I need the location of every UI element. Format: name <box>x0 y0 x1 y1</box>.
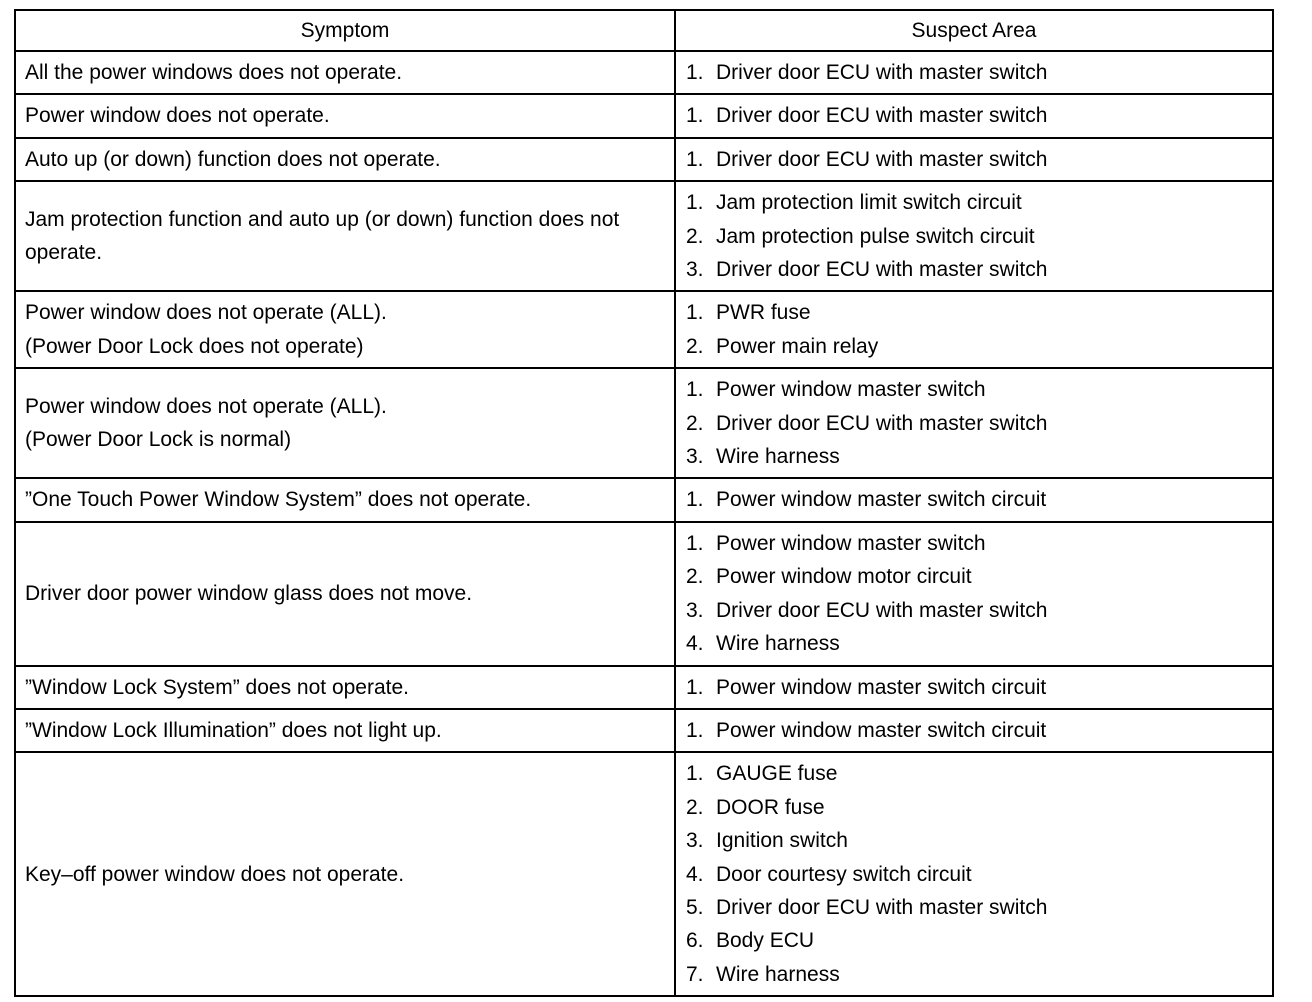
suspect-item-number: 3. <box>686 445 704 469</box>
suspect-item <box>686 99 1263 132</box>
suspect-item-text: Power window master switch <box>716 531 986 555</box>
suspect-item-text: Driver door ECU with master switch <box>716 61 1048 84</box>
suspect-list <box>686 143 1263 176</box>
suspect-list <box>686 186 1263 286</box>
suspect-item-text: Jam protection limit switch circuit <box>716 191 1022 215</box>
suspect-item <box>686 924 1263 957</box>
suspect-item-number: 2. <box>686 565 704 589</box>
suspect-item <box>686 330 1263 363</box>
suspect-item <box>686 757 1263 790</box>
suspect-item-text: Wire harness <box>716 962 840 986</box>
suspect-item <box>686 253 1263 286</box>
suspect-item-text: Power window master switch circuit <box>716 675 1047 699</box>
suspect-item-text: Driver door ECU with master switch <box>716 895 1048 919</box>
table-row <box>15 291 1273 368</box>
suspect-list <box>686 56 1263 89</box>
suspect-item-number: 1. <box>686 488 704 512</box>
suspect-item-number: 3. <box>686 258 704 282</box>
suspect-item-number: 1. <box>686 762 704 786</box>
suspect-item-number: 2. <box>686 224 704 248</box>
suspect-area-cell <box>675 51 1273 94</box>
suspect-item-number: 6. <box>686 929 704 953</box>
suspect-item-text: Ignition switch <box>716 829 848 853</box>
suspect-item <box>686 407 1263 440</box>
suspect-item-number: 1. <box>686 718 704 742</box>
suspect-list <box>686 671 1263 704</box>
table-row <box>15 181 1273 291</box>
suspect-area-header: Suspect Area <box>675 10 1273 51</box>
header-row <box>15 10 1273 51</box>
suspect-item-text: Driver door ECU with master switch <box>716 258 1048 282</box>
symptom-cell <box>15 94 675 137</box>
symptom-cell <box>15 752 675 996</box>
table-row <box>15 752 1273 996</box>
suspect-item <box>686 56 1263 89</box>
suspect-item <box>686 791 1263 824</box>
suspect-item-text: Driver door ECU with master switch <box>716 147 1048 171</box>
suspect-item-text: Wire harness <box>716 445 840 469</box>
symptom-text: ”Window Lock Illumination” does not light up. <box>25 718 442 742</box>
suspect-list <box>686 714 1263 747</box>
suspect-item <box>686 891 1263 924</box>
suspect-item-text: Power main relay <box>716 334 879 358</box>
symptom-text: Power window does not operate (ALL). <box>25 394 387 418</box>
suspect-item <box>686 296 1263 329</box>
suspect-item-text: GAUGE fuse <box>716 762 838 786</box>
suspect-item-number: 3. <box>686 598 704 622</box>
suspect-item-text: Jam protection pulse switch circuit <box>716 224 1035 248</box>
suspect-item-text: Driver door ECU with master switch <box>716 411 1048 435</box>
suspect-item-number: 2. <box>686 795 704 819</box>
suspect-item <box>686 671 1263 704</box>
symptom-cell <box>15 478 675 521</box>
symptom-cell <box>15 368 675 478</box>
suspect-item <box>686 714 1263 747</box>
symptom-text: Key–off power window does not operate. <box>25 862 405 886</box>
table-row <box>15 522 1273 666</box>
table-body <box>15 51 1273 996</box>
symptom-cell <box>15 291 675 368</box>
suspect-item <box>686 186 1263 219</box>
troubleshooting-table <box>14 9 1274 997</box>
suspect-item-number: 5. <box>686 895 704 919</box>
suspect-area-cell <box>675 752 1273 996</box>
suspect-item-number: 1. <box>686 301 704 325</box>
symptom-text: Power window does not operate (ALL). <box>25 301 387 325</box>
suspect-area-cell <box>675 368 1273 478</box>
symptom-text: Driver door power window glass does not move. <box>25 581 473 605</box>
suspect-item-text: Wire harness <box>716 632 840 656</box>
suspect-area-cell <box>675 666 1273 709</box>
symptom-cell <box>15 709 675 752</box>
suspect-list <box>686 99 1263 132</box>
symptom-cell <box>15 138 675 181</box>
suspect-item <box>686 594 1263 627</box>
suspect-item-text: Driver door ECU with master switch <box>716 104 1048 128</box>
symptom-text: ”Window Lock System” does not operate. <box>25 675 410 699</box>
table-row <box>15 138 1273 181</box>
suspect-item-number: 2. <box>686 411 704 435</box>
suspect-list <box>686 296 1263 363</box>
suspect-item <box>686 858 1263 891</box>
suspect-item <box>686 627 1263 660</box>
table-row <box>15 368 1273 478</box>
symptom-cell <box>15 51 675 94</box>
suspect-item-text: DOOR fuse <box>716 795 825 819</box>
symptom-text: Jam protection function and auto up (or down) function does not operate. <box>25 207 620 265</box>
symptom-text: (Power Door Lock is normal) <box>25 428 292 452</box>
table-row <box>15 51 1273 94</box>
symptom-cell <box>15 522 675 666</box>
suspect-area-cell <box>675 138 1273 181</box>
suspect-area-cell <box>675 181 1273 291</box>
suspect-item-text: Body ECU <box>716 929 815 953</box>
suspect-item-number: 1. <box>686 104 704 128</box>
symptom-text: Auto up (or down) function does not operate. <box>25 147 441 171</box>
suspect-area-cell <box>675 478 1273 521</box>
suspect-item-number: 3. <box>686 829 704 853</box>
symptom-text: All the power windows does not operate. <box>25 61 403 84</box>
suspect-item-number: 7. <box>686 962 704 986</box>
suspect-item-text: Door courtesy switch circuit <box>716 862 972 886</box>
suspect-item-number: 4. <box>686 862 704 886</box>
suspect-item-number: 1. <box>686 675 704 699</box>
suspect-item-text: Power window master switch circuit <box>716 718 1047 742</box>
suspect-list <box>686 373 1263 473</box>
suspect-item-number: 1. <box>686 191 704 215</box>
table-row <box>15 94 1273 137</box>
symptom-text: ”One Touch Power Window System” does not operate. <box>25 488 532 512</box>
symptom-cell <box>15 666 675 709</box>
symptom-cell <box>15 181 675 291</box>
symptom-header: Symptom <box>15 10 675 51</box>
suspect-item <box>686 373 1263 406</box>
suspect-list <box>686 483 1263 516</box>
suspect-item <box>686 958 1263 991</box>
table-row <box>15 478 1273 521</box>
table-row <box>15 709 1273 752</box>
suspect-item-number: 1. <box>686 531 704 555</box>
suspect-item-number: 2. <box>686 334 704 358</box>
suspect-item <box>686 560 1263 593</box>
suspect-item-text: Power window motor circuit <box>716 565 972 589</box>
suspect-item <box>686 824 1263 857</box>
suspect-list <box>686 757 1263 991</box>
suspect-item <box>686 440 1263 473</box>
suspect-item <box>686 483 1263 516</box>
symptom-text: Power window does not operate. <box>25 104 330 128</box>
suspect-item <box>686 143 1263 176</box>
suspect-area-cell <box>675 291 1273 368</box>
suspect-item <box>686 220 1263 253</box>
suspect-item-number: 4. <box>686 632 704 656</box>
suspect-item-number: 1. <box>686 378 704 402</box>
suspect-item-number: 1. <box>686 61 704 84</box>
suspect-item-number: 1. <box>686 147 704 171</box>
suspect-item <box>686 527 1263 560</box>
suspect-area-cell <box>675 522 1273 666</box>
suspect-list <box>686 527 1263 661</box>
suspect-item-text: Power window master switch <box>716 378 986 402</box>
suspect-area-cell <box>675 709 1273 752</box>
suspect-area-cell <box>675 94 1273 137</box>
suspect-item-text: Driver door ECU with master switch <box>716 598 1048 622</box>
table-row <box>15 666 1273 709</box>
symptom-text: (Power Door Lock does not operate) <box>25 334 364 358</box>
suspect-item-text: Power window master switch circuit <box>716 488 1047 512</box>
suspect-item-text: PWR fuse <box>716 301 811 325</box>
